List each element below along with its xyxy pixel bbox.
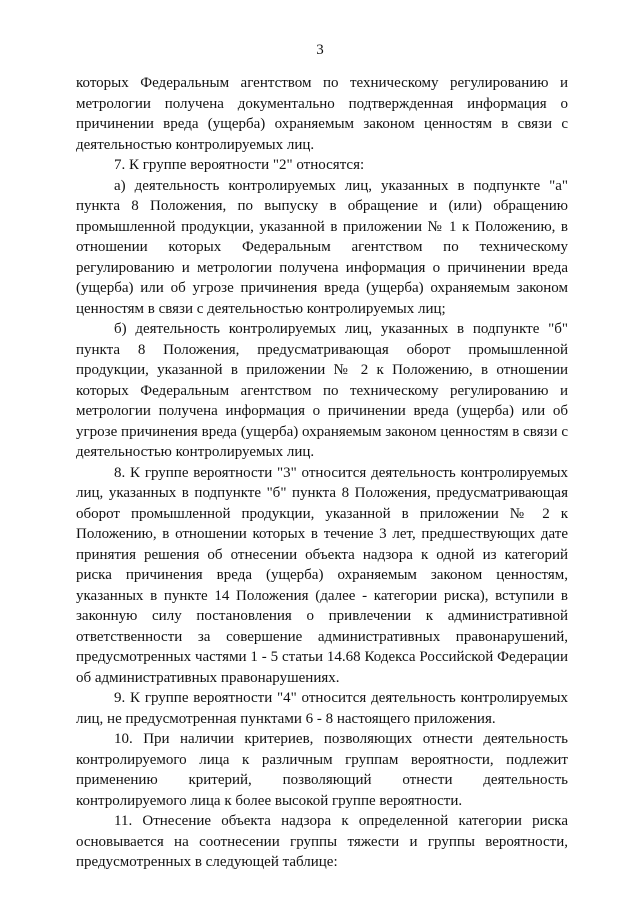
paragraph-7b: б) деятельность контролируемых лиц, указанных в подпункте "б" пункта 8 Положения, предусматривающая оборот промышленной продукции, указанной в приложении № 2 к Положению, в отношении которых Федеральным агентством по техническому регулированию и метрологии получена информация о причинении вреда (ущерба) или об угрозе причинения вреда (ущерба) охраняемым законом ценностям в связи с деятельностью контролируемых лиц. [76,321,568,460]
document-body [76,73,568,873]
paragraph-9: 9. К группе вероятности "4" относится деятельность контролируемых лиц, не предусмотренная пунктами 6 - 8 настоящего приложения. [76,690,568,727]
paragraph-7a: а) деятельность контролируемых лиц, указанных в подпункте "а" пункта 8 Положения, по выпуску в обращение и (или) обращению промышленной продукции, указанной в приложении № 1 к Положению, в отношении которых Федеральным агентством по техническому регулированию и метрологии получена информация о причинении вреда (ущерба) или об угрозе причинения вреда (ущерба) охраняемым законом ценностям в связи с деятельностью контролируемых лиц; [76,177,568,317]
paragraph-11: 11. Отнесение объекта надзора к определенной категории риска основывается на соотнесении группы тяжести и группы вероятности, предусмотренных в следующей таблице: [76,813,568,870]
paragraph-8: 8. К группе вероятности "3" относится деятельность контролируемых лиц, указанных в подпункте "б" пункта 8 Положения, предусматривающая оборот промышленной продукции, указанной в приложении № 2 к Положению, в отношении которых в течение 3 лет, предшествующих дате принятия решения об отнесении объекта надзора к одной из категорий риска причинения вреда (ущерба) охраняемым законом ценностям, указанных в пункте 14 Положения (далее - категории риска), вступили в законную силу постановления о привлечении к административной ответственности за совершение административных правонарушений, предусмотренных частями 1 - 5 статьи 14.68 Кодекса Российской Федерации об административных правонарушениях. [76,464,568,686]
paragraph-7: 7. К группе вероятности "2" относятся: [114,157,365,173]
paragraph-continuation: которых Федеральным агентством по техническому регулированию и метрологии получена документально подтвержденная информация о причинении вреда (ущерба) охраняемым законом ценностям в связи с деятельностью контролируемых лиц. [76,75,568,153]
paragraph-10: 10. При наличии критериев, позволяющих отнести деятельность контролируемого лица к различным группам вероятности, подлежит применению критерий, позволяющий отнести деятельность контролируемого лица к более высокой группе вероятности. [76,731,568,809]
page-number: 3 [316,42,324,58]
